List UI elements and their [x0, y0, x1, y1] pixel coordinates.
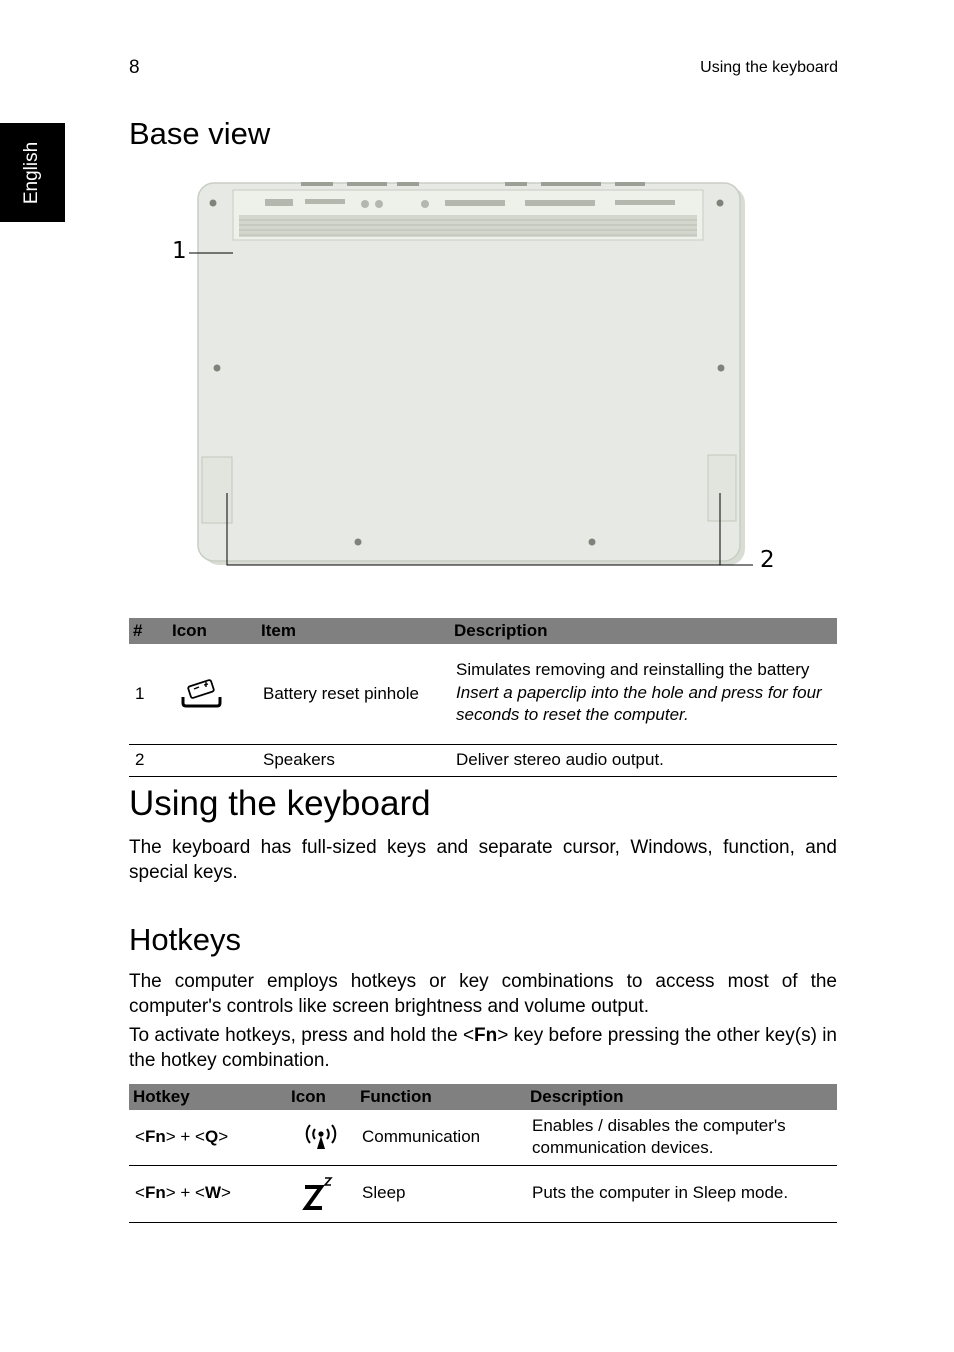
description-text: Simulates removing and reinstalling the battery — [456, 660, 810, 679]
table-header-row — [129, 1084, 837, 1110]
table-row — [129, 1110, 837, 1165]
language-tab-label: English — [21, 141, 42, 205]
icon-cell — [166, 644, 257, 744]
callout-2: 2 — [760, 547, 775, 573]
base-view-table — [129, 618, 837, 777]
description-text: Enables / disables the computer's communication devices. — [526, 1110, 837, 1165]
column-header: Function — [356, 1084, 526, 1110]
wireless-icon — [301, 1122, 341, 1152]
hotkey-combo — [129, 1110, 287, 1165]
description-cell — [450, 644, 837, 744]
section-title-hotkeys: Hotkeys — [129, 922, 241, 957]
column-header: # — [129, 618, 166, 644]
battery-reset-icon — [180, 679, 224, 709]
text-fragment: To activate hotkeys, press and hold the < — [129, 1025, 475, 1046]
language-tab — [0, 123, 65, 222]
laptop-base-illustration — [165, 175, 785, 595]
column-header: Item — [257, 618, 450, 644]
text-fragment: > — [221, 1183, 231, 1203]
column-header: Description — [450, 618, 837, 644]
text-fragment: > — [218, 1127, 229, 1146]
fn-key: Fn — [144, 1183, 166, 1203]
description-text: Puts the computer in Sleep mode. — [526, 1165, 837, 1222]
item-label: Speakers — [257, 744, 450, 776]
hotkeys-table — [129, 1084, 837, 1223]
letter-key: W — [204, 1183, 221, 1203]
text-fragment: > + < — [165, 1127, 205, 1146]
row-number: 2 — [129, 744, 166, 776]
text-fragment: > key before pressing the other key(s) in the hotkey combination. — [129, 1025, 837, 1071]
sleep-icon — [301, 1176, 341, 1212]
text-fragment: > + < — [165, 1183, 205, 1203]
hotkeys-paragraph-2 — [129, 1023, 837, 1073]
keyboard-intro: The keyboard has full-sized keys and separate cursor, Windows, function, and special keys. — [129, 837, 837, 883]
icon-cell — [166, 744, 257, 776]
table-row — [129, 1165, 837, 1222]
table-row — [129, 644, 837, 744]
column-header: Icon — [166, 618, 257, 644]
section-title-keyboard: Using the keyboard — [129, 784, 431, 823]
table-row — [129, 744, 837, 776]
item-label: Battery reset pinhole — [257, 644, 450, 744]
table-header-row — [129, 618, 837, 644]
description-note: Insert a paperclip into the hole and press for four seconds to reset the computer. — [456, 682, 822, 724]
fn-key: Fn — [144, 1127, 166, 1146]
description-text: Deliver stereo audio output. — [450, 744, 837, 776]
hotkeys-paragraph-1: The computer employs hotkeys or key combinations to access most of the computer's controls like screen brightness and volume output. — [129, 971, 837, 1017]
text-fragment: < — [135, 1127, 145, 1146]
column-header: Hotkey — [129, 1084, 287, 1110]
icon-cell — [287, 1110, 356, 1165]
row-number: 1 — [129, 644, 166, 744]
fn-key: Fn — [474, 1025, 498, 1046]
base-view-title: Base view — [129, 116, 271, 151]
running-header: Using the keyboard — [700, 59, 838, 76]
hotkey-combo — [129, 1165, 287, 1222]
column-header: Icon — [287, 1084, 356, 1110]
column-header: Description — [526, 1084, 837, 1110]
letter-key: Q — [204, 1127, 219, 1146]
function-label: Sleep — [356, 1165, 526, 1222]
icon-cell — [287, 1165, 356, 1222]
text-fragment: < — [135, 1183, 145, 1203]
callout-1: 1 — [172, 238, 187, 264]
function-label: Communication — [356, 1110, 526, 1165]
page-number: 8 — [129, 57, 140, 78]
